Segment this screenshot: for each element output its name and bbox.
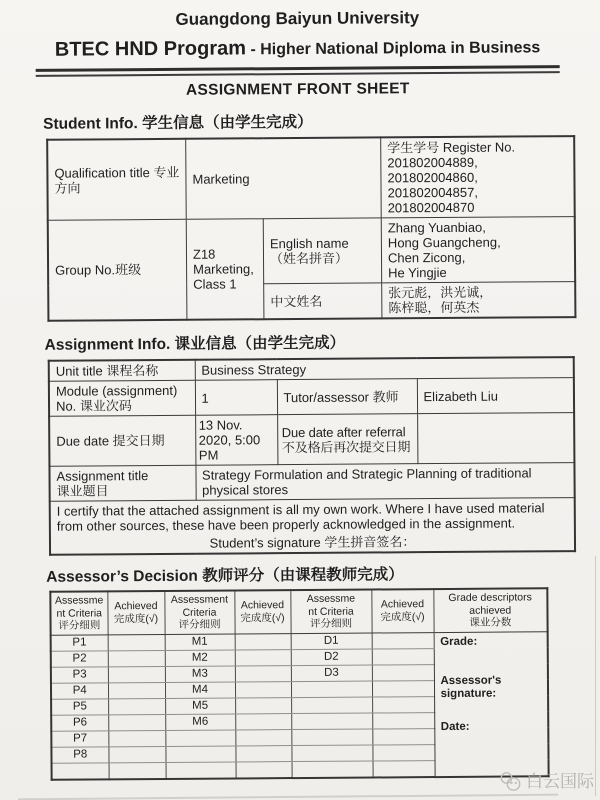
achieved-cell [372,744,434,760]
criteria-cell: P3 [51,666,108,682]
criteria-header-m: Assessment Criteria 评分细则 [164,590,234,633]
achieved-cell [236,761,292,778]
achieved-cell [108,730,165,746]
english-name-label: English name （姓名拼音） [263,218,381,284]
criteria-cell: M3 [165,665,235,681]
chinese-name-values: 张元彪，洪光诚， 陈梓聪，何英杰 [382,282,575,319]
referral-date-value [417,413,574,464]
tutor-label: Tutor/assessor 教师 [277,379,417,415]
criteria-cell: P4 [51,682,108,698]
achieved-cell [235,681,291,697]
qualification-title-value: Marketing [186,137,382,219]
achieved-cell [235,697,291,713]
program-title [0,34,598,64]
watermark [498,771,594,792]
sheet-title: ASSIGNMENT FRONT SHEET [185,80,410,99]
referral-date-label: Due date after referral 不及格后再次提交日期 [277,414,417,465]
achieved-header-2: Achieved 完成度(√) [234,590,290,633]
baiyun-mascot-icon [498,771,523,792]
criteria-cell [291,729,372,746]
achieved-cell [235,745,291,761]
table-row [49,413,574,467]
criteria-cell: P7 [51,730,108,746]
grade-descriptors-header: Grade descriptors achieved 课业分数 [433,588,547,632]
achieved-cell [372,680,434,696]
criteria-cell: P8 [51,746,108,762]
unit-title-label: Unit title 课程名称 [49,360,195,382]
achieved-cell [372,632,434,648]
achieved-cell [235,729,291,745]
criteria-cell: P6 [51,714,108,730]
criteria-cell: M5 [165,697,235,713]
university-title: Guangdong Baiyun University [175,8,420,29]
criteria-cell [52,762,109,779]
achieved-cell [373,760,435,777]
criteria-cell: P2 [51,650,108,666]
achieved-cell [108,682,165,698]
table-row [51,631,548,650]
achieved-cell [108,666,165,682]
criteria-cell: M6 [165,713,235,729]
date-label: Date: [440,720,470,733]
grade-label: Grade: [440,635,478,648]
achieved-cell [109,762,166,779]
english-name-values: Zhang Yuanbiao, Hong Guangcheng, Chen Zicong, He Yingjie [381,217,574,283]
criteria-cell: P1 [51,634,108,650]
unit-title-value: Business Strategy [195,357,574,380]
module-no-value: 1 [195,380,277,416]
achieved-cell [108,634,165,650]
photo-page-edge-vertical [595,556,597,796]
qualification-title-label: Qualification title 专业 方向 [47,139,186,220]
achieved-cell [108,746,165,762]
achieved-cell [372,728,434,744]
achieved-cell [108,650,165,666]
criteria-cell [291,745,372,762]
criteria-cell [166,761,236,778]
achieved-cell [235,665,291,681]
achieved-cell [372,696,434,712]
criteria-cell: D2 [291,649,372,666]
criteria-header-p: Assessme nt Criteria 评分细则 [50,591,107,634]
table-row [50,498,575,555]
due-date-label: Due date 提交日期 [49,415,195,466]
watermark-text: 白云国际 [526,771,594,791]
criteria-cell [165,745,235,761]
assignment-title-label: Assignment title 课业题目 [49,465,195,501]
grade-descriptors-cell [434,631,549,776]
header-divider [36,65,560,77]
table-header-row [50,588,547,634]
achieved-cell [235,713,291,729]
program-name: BTEC HND Program [54,37,247,61]
assignment-title-value: Strategy Formulation and Strategic Planning of traditional physical stores [195,463,574,501]
criteria-cell [292,761,373,778]
table-row [49,463,574,502]
achieved-cell [108,714,165,730]
achieved-header-1: Achieved 完成度(√) [107,591,164,634]
table-row [49,378,574,417]
criteria-cell [291,681,372,698]
assignment-info-heading: Assignment Info. 课业信息（由学生完成） [44,334,346,354]
criteria-cell: M2 [165,649,235,665]
achieved-cell [372,712,434,728]
student-signature-line: Student’s signature 学生拼音签名： [209,534,416,551]
group-no-label: Group No.班级 [48,219,187,320]
certification-cell [50,498,575,555]
assessor-decision-table [49,587,549,780]
achieved-header-3: Achieved 完成度(√) [371,589,433,632]
criteria-header-d: Assessme nt Criteria 评分细则 [290,590,371,634]
achieved-cell [235,633,291,649]
achieved-cell [235,649,291,665]
achieved-cell [372,648,434,664]
tutor-value: Elizabeth Liu [417,378,574,414]
criteria-cell [165,729,235,745]
criteria-cell [291,713,372,730]
achieved-cell [108,698,165,714]
achieved-cell [372,664,434,680]
program-subtitle: - Higher National Diploma in Business [245,39,541,59]
criteria-cell: P5 [51,698,108,714]
student-info-heading: Student Info. 学生信息（由学生完成） [43,113,313,133]
chinese-name-label: 中文姓名 [264,283,382,319]
criteria-cell: D3 [291,665,372,682]
table-row [47,136,574,220]
criteria-cell: D1 [291,633,372,650]
group-no-value: Z18 Marketing, Class 1 [186,219,264,320]
register-numbers: 学生学号 Register No. 201802004889, 201802004860, 201802004857, 201802004870 [381,136,575,218]
student-info-table [46,135,576,322]
due-date-value: 13 Nov. 2020, 5:00 PM [195,415,277,466]
assessor-signature-label: Assessor's signature: [440,674,502,700]
criteria-cell: M4 [165,681,235,697]
criteria-cell [291,697,372,714]
assessor-decision-heading: Assessor’s Decision 教师评分（由课程教师完成） [46,566,404,586]
module-no-label: Module (assignment) No. 课业次码 [49,380,195,416]
criteria-cell: M1 [165,633,235,649]
assignment-info-table [48,356,576,556]
table-row [48,217,575,286]
certification-text: I certify that the attached assignment is all my own work. Where I have used material from other sources, these have been properly acknowledged in the assignment. [56,500,545,534]
